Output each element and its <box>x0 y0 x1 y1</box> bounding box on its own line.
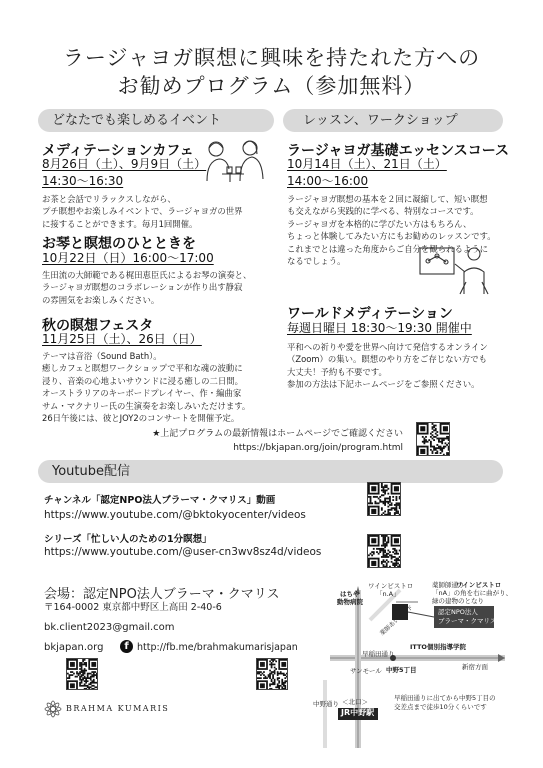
map-note-1: 早稲田通りに出てから中野5丁目の <box>394 694 496 702</box>
title-line-2: お勧めプログラム（参加無料） <box>117 74 426 98</box>
map-sunmall: サンモール <box>350 667 382 675</box>
map-nakano5: 中野5丁目 <box>386 666 417 674</box>
event-desc-essence: ラージャヨガ瞑想の基本を２回に凝縮して、短い瞑想 も交えながら実践的に学べる、特別なコースです。 ラージャヨガを本格的に学びたい方はもちろん、 ちょっと体験してみたい方にもお勧めのレッスンです。 これまでとは違った角度からご自分を観られるように なるでしょう。 <box>287 194 496 267</box>
event-title-festa: 秋の瞑想フェスタ <box>42 318 154 334</box>
notice-text: ★上記プログラムの最新情報はホームページでご確認ください <box>152 429 403 439</box>
event-desc-world: 平和への祈りや愛を世界へ向けて発信するオンライン （Zoom）の集い。瞑想のやり方をご存じない方でも 大丈夫！予約も不要です。 参加の方法は下記ホームページをご参照ください。 <box>287 342 488 390</box>
event-date-world: 毎週日曜日 18:30〜19:30 開催中 <box>287 321 472 335</box>
map-kitaguchi: ＜北口＞ <box>342 698 368 706</box>
qr-code-facebook <box>256 658 288 690</box>
qr-code-channel <box>367 482 401 516</box>
event-title-world: ワールドメディテーション <box>287 306 453 322</box>
youtube-channel-label: チャンネル「認定NPO法人ブラーマ・クマリス」動画 <box>44 495 276 506</box>
map-shinjuku: 新宿方面 <box>462 663 488 671</box>
venue-label: 会場：認定NPO法人ブラーマ・クマリス <box>44 587 280 602</box>
event-date-koto: 10月22日（日）16:00〜17:00 <box>42 251 214 265</box>
title-line-1: ラージャヨガ瞑想に興味を持たれた方への <box>62 46 481 70</box>
event-desc-koto: 生田流の大師範である梶田恵臣氏によるお琴の演奏と、 ラージャヨガ瞑想のコラボレーションが作り出す静寂 の雰囲気をお楽しみください。 <box>42 270 252 305</box>
event-desc-cafe: お茶と会話でリラックスしながら、 プチ瞑想やお楽しみイベントで、ラージャヨガの世界 に接することができます。毎月1回開催。 <box>42 194 243 229</box>
map-station: JR中野駅 <box>341 708 375 717</box>
event-date-cafe-1: 8月26日（土）、9月9日（土） <box>42 157 207 171</box>
qr-code-site <box>66 658 98 690</box>
left-section-heading: どなたでも楽しめるイベント <box>38 109 274 132</box>
map-wine-1: ワインビストロ <box>368 582 414 590</box>
venue-site[interactable]: bkjapan.org <box>44 642 104 653</box>
event-date-festa: 11月25日（土）、26日（日） <box>42 332 202 346</box>
map-wine-2-4: 緑の建物のとなり <box>432 597 484 605</box>
venue-email[interactable]: bk.client2023@gmail.com <box>44 622 175 633</box>
youtube-heading: Youtube配信 <box>38 460 503 483</box>
map-note-2: 交差点まで徒歩10分くらいです <box>394 703 487 711</box>
map-hachiya-2: 動物病院 <box>337 598 363 606</box>
map-wine-2-3: 「nA」の角を右に曲がり、 <box>432 589 513 597</box>
map-nakano-dori: 中野通り <box>313 700 339 708</box>
youtube-series-label: シリーズ「忙しい人のための1分瞑想」 <box>44 534 212 545</box>
qr-code-series <box>367 534 401 568</box>
map-yakushi: 薬師あいロード <box>378 603 415 638</box>
event-title-koto: お琴と瞑想のひとときを <box>42 236 196 252</box>
cafe-illustration <box>200 136 266 186</box>
lotus-logo-icon <box>44 700 62 718</box>
right-section-heading: レッスン、ワークショップ <box>283 109 503 132</box>
map-itto: ITTO個別指導学院 <box>410 643 466 651</box>
event-date-cafe-2: 14:30〜16:30 <box>42 174 124 188</box>
map-npo-2: ブラーマ・クマリス <box>438 617 497 625</box>
event-title-essence: ラージャヨガ基礎エッセンスコース <box>287 143 510 159</box>
map-wine-1b: 「n.A」 <box>376 590 400 598</box>
venue-facebook[interactable]: http://fb.me/brahmakumarisjapan <box>137 642 298 653</box>
venue-address: 〒164-0002 東京都中野区上高田 2-40-6 <box>44 602 222 613</box>
logo-text: BRAHMA KUMARIS <box>66 704 170 713</box>
map-waseda: 早稲田通り <box>362 650 395 658</box>
event-title-cafe: メディテーションカフェ <box>42 143 194 159</box>
map-wine-2-1: 薬師師通り <box>432 581 465 589</box>
event-date-essence-1: 10月14日（土）、21日（土） <box>287 157 447 171</box>
lesson-illustration <box>418 244 498 296</box>
map-npo-1: 認定NPO法人 <box>438 608 478 616</box>
map-wine-2-2: ワインビストロ <box>456 581 502 589</box>
facebook-icon: f <box>120 640 133 653</box>
youtube-series-url[interactable]: https://www.youtube.com/@user-cn3wv8sz4d/videos <box>44 546 322 558</box>
qr-code-program <box>416 422 450 456</box>
youtube-channel-url[interactable]: https://www.youtube.com/@bktokyocenter/videos <box>44 509 306 521</box>
map-hachiya-1: はちや <box>340 590 360 598</box>
notice-url[interactable]: https://bkjapan.org/join/program.html <box>233 443 403 453</box>
event-desc-festa: テーマは音浴（Sound Bath）。 癒しカフェと瞑想ワークショップで平和な魂の波動に 浸り、音楽の心地よいサウンドに浸る癒しの二日間。 オーストラリアのキーボードプレイヤー、作・編曲家 サム・マクナリー氏の生演奏をお楽しみいただけます。 26日午後には、彼とJOY2のコンサートを開催予定。 <box>42 351 251 424</box>
event-date-essence-2: 14:00〜16:00 <box>287 174 369 188</box>
